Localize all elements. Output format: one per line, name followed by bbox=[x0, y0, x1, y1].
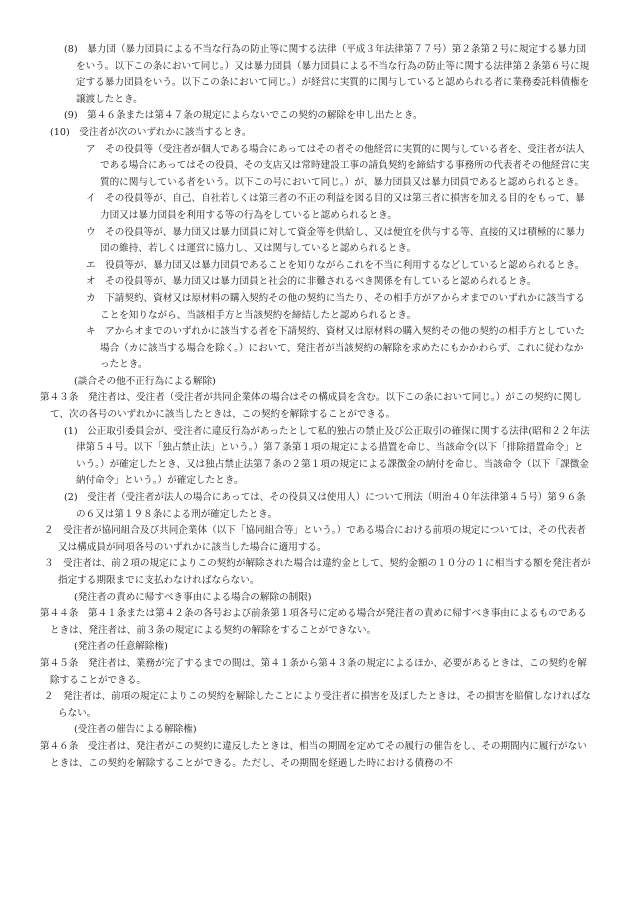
article-43-paragraph-3: ３ 受注者は、前２項の規定によりこの契約が解除された場合は違約金として、契約金額の１０分の１に相当する額を発注者が指定する期限までに支払わなければならない。 bbox=[44, 558, 591, 586]
article-43: 第４３条 発注者は、受注者（受注者が共同企業体の場合はその構成員を含む。以下この条において同じ。）がこの契約に関して、次の各号のいずれかに該当したときは、この契約を解除することができる。 bbox=[40, 392, 583, 421]
document-body bbox=[40, 42, 592, 772]
article-45: 第４５条 発注者は、業務が完了するまでの間は、第４１条から第４３条の規定によるほか、必要があるときは、この契約を解除することができる。 bbox=[40, 657, 587, 686]
list-item-10: (10) 受注者が次のいずれかに該当するとき。 bbox=[50, 126, 252, 138]
article-44: 第４４条 第４１条または第４２条の各号および前条第１項各号に定める場合が発注者の責めに帰すべき事由によるものであるときは、発注者は、前３条の規定による契約の解除をすることができない。 bbox=[40, 608, 587, 636]
article-43-caption: (談合その他不正行為による解除) bbox=[74, 375, 216, 387]
list-item-9: (9) 第４６条または第４７条の規定によらないでこの契約の解除を申し出たとき。 bbox=[64, 110, 423, 122]
article-43-paragraph-2: ２ 受注者が協同組合及び共同企業体（以下「協同組合等」という。）である場合における前項の規定については、その代表者又は構成員が同項各号のいずれかに該当した場合に適用する。 bbox=[44, 525, 586, 553]
article-44-caption: (発注者の責めに帰すべき事由による場合の解除の制限) bbox=[74, 591, 312, 603]
list-item-8: (8) 暴力団（暴力団員による不当な行為の防止等に関する法律（平成３年法律第７７号）第２条第２号に規定する暴力団をいう。以下この条において同じ。）又は暴力団員（暴力団員による不当な行為の防止等に関する法律第２条第６号に規定する暴力団員をいう。以下この条において同じ。）が経営に実質的に関与していると認められる者に業務委託料債権を譲渡したとき。 bbox=[64, 44, 590, 105]
article-43-item-2: (2) 受注者（受注者が法人の場合にあっては、その役員又は使用人）について刑法（明治４０年法律第４５号）第９６条の６又は第１９８条による刑が確定したとき。 bbox=[64, 492, 586, 520]
sub-item-i: イ その役員等が、自己、自社若しくは第三者の不正の利益を図る目的又は第三者に損害を加える目的をもって、暴力団又は暴力団員を利用する等の行為をしていると認められるとき。 bbox=[86, 193, 585, 221]
sub-item-o: オ その役員等が、暴力団又は暴力団員と社会的に非難されるべき関係を有していると認められるとき。 bbox=[86, 276, 537, 288]
article-45-caption: (発注者の任意解除権) bbox=[74, 641, 168, 653]
sub-item-ki: キ アからオまでのいずれかに該当する者を下請契約、資材又は原材料の購入契約その他の契約の相手方としていた場合（カに該当する場合を除く。）において、発注者が当該契約の解除を求めたにもかかわらず、これに従わなかったとき。 bbox=[86, 326, 585, 371]
article-46-caption: (受注者の催告による解除権) bbox=[74, 724, 197, 736]
sub-item-e: エ 役員等が、暴力団又は暴力団員であることを知りながらこれを不当に利用するなどしていると認められるとき。 bbox=[86, 259, 585, 271]
sub-item-u: ウ その役員等が、暴力団又は暴力団員に対して資金等を供給し、又は便宜を供与する等、直接的又は積極的に暴力団の維持、若しくは運営に協力し、又は関与していると認められるとき。 bbox=[86, 226, 585, 255]
sub-item-a: ア その役員等（受注者が個人である場合にあってはその者その他経営に実質的に関与している者を、受注者が法人である場合にあってはその役員、その支店又は常時建設工事の請負契約を締結する事務所の代表者その他経営に実質的に関与している者をいう。以下この号において同じ。）が、暴力団員又は暴力団員であると認められるとき。 bbox=[86, 143, 590, 188]
article-45-paragraph-2: ２ 発注者は、前項の規定によりこの契約を解除したことにより受注者に損害を及ぼしたときは、その損害を賠償しなければならない。 bbox=[44, 691, 591, 719]
article-46: 第４６条 受注者は、発注者がこの契約に違反したときは、相当の期間を定めてその履行の催告をし、その期間内に履行がないときは、この契約を解除することができる。ただし、その期間を経過した時における債務の不 bbox=[40, 740, 587, 769]
sub-item-ka: カ 下請契約、資材又は原材料の購入契約その他の契約に当たり、その相手方がアからオまでのいずれかに該当することを知りながら、当該相手方と当該契約を締結したと認められるとき。 bbox=[86, 292, 585, 321]
article-43-item-1: (1) 公正取引委員会が、受注者に違反行為があったとして私的独占の禁止及び公正取引の確保に関する法律(昭和２２年法律第５４号。以下「独占禁止法」という。）第７条第１項の規定による措置を命じ、当該命令(以下「排除措置命令」という。）が確定したとき、又は独占禁止法第７条の２第１項の規定による課徴金の納付を命じ、当該命令（以下「課徴金納付命令」という。）が確定したとき。 bbox=[64, 425, 590, 487]
